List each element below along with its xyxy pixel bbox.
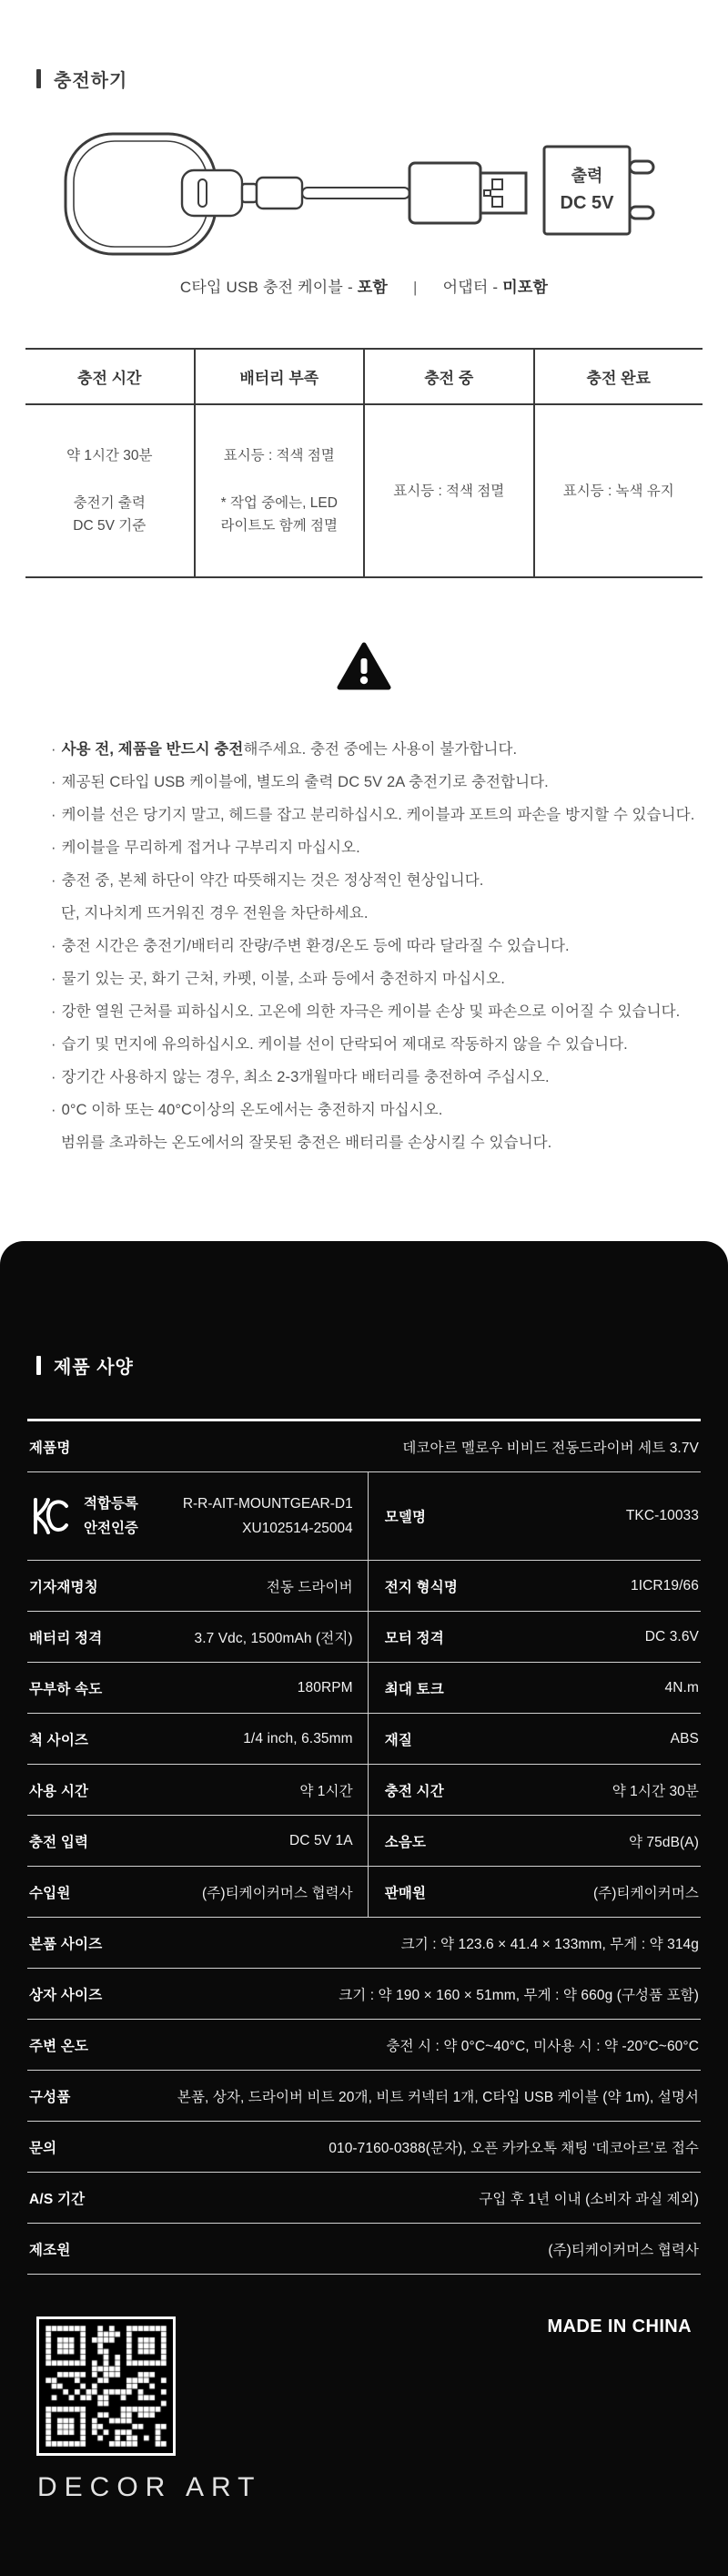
- spec-row: [27, 1867, 701, 1918]
- spec-cell: [27, 1421, 701, 1471]
- caution-text: 케이블 선은 당기지 말고, 헤드를 잡고 분리하십시오. 케이블과 포트의 파손을 방지할 수 있습니다.: [61, 807, 695, 823]
- caption-divider: |: [413, 279, 418, 296]
- caution-bullet: ·: [51, 1003, 56, 1020]
- caution-text: 단, 지나치게 뜨거워진 경우 전원을 차단하세요.: [61, 905, 369, 921]
- spec-label: 충전 시간: [384, 1783, 444, 1799]
- spec-value: 4N.m: [664, 1679, 699, 1695]
- spec-value: 본품, 상자, 드라이버 비트 20개, 비트 커넥터 1개, C타입 USB 케이블 (약 1m), 설명서: [177, 2089, 699, 2105]
- caution-text: 범위를 초과하는 온도에서의 잘못된 충전은 배터리를 손상시킬 수 있습니다.: [61, 1135, 552, 1151]
- spec-cell: [368, 1867, 701, 1917]
- caution-item: [51, 831, 692, 864]
- cell-line: 표시등 : 녹색 유지: [562, 483, 674, 499]
- caution-text: 0°C 이하 또는 40°C이상의 온도에서는 충전하지 마십시오.: [61, 1102, 443, 1118]
- charging-table-cell: [535, 405, 703, 576]
- spec-label: 소음도: [384, 1834, 427, 1850]
- spec-section-title: [36, 1352, 728, 1379]
- caution-item: [51, 733, 692, 766]
- charging-status-table: [25, 348, 703, 578]
- caution-item: [51, 930, 692, 962]
- spec-row: [27, 1918, 701, 1969]
- caution-text: 충전 시간은 충전기/배터리 잔량/주변 환경/온도 등에 따라 달라질 수 있습니다.: [61, 938, 570, 954]
- caution-bullet: ·: [51, 1069, 56, 1085]
- caution-bold-text: 사용 전, 제품을 반드시 충전: [61, 741, 244, 758]
- caption-cable-text: C타입 USB 충전 케이블 -: [179, 279, 358, 296]
- spec-cell: [27, 2224, 701, 2274]
- caution-item: [51, 766, 692, 799]
- spec-label: 문의: [29, 2140, 57, 2156]
- spec-cell-kc: [27, 1472, 368, 1560]
- adapter-output-label: 출력: [571, 167, 603, 185]
- charging-title-text: 충전하기: [54, 71, 128, 91]
- caution-item: [51, 864, 692, 897]
- spec-row: [27, 1714, 701, 1765]
- spec-row: [27, 1969, 701, 2020]
- caution-bullet: ·: [51, 1036, 56, 1053]
- spec-cell: [27, 2122, 701, 2172]
- spec-cell: [27, 1612, 368, 1662]
- spec-value: 크기 : 약 123.6 × 41.4 × 133mm, 무게 : 약 314g: [400, 1936, 699, 1952]
- spec-cell: [368, 1472, 701, 1560]
- caution-text: 해주세요. 충전 중에는 사용이 불가합니다.: [243, 741, 518, 758]
- usb-a-connector: [410, 163, 480, 223]
- spec-cell: [27, 1816, 368, 1866]
- spec-section: [0, 1241, 728, 2576]
- spec-label: 본품 사이즈: [29, 1936, 103, 1952]
- spec-row: [27, 1612, 701, 1663]
- caption-cable-included: 포함: [357, 279, 389, 296]
- caution-item: [51, 1094, 692, 1126]
- spec-value: 데코아르 멜로우 비비드 전동드라이버 세트 3.7V: [402, 1440, 699, 1456]
- charging-table-header-row: [25, 350, 703, 405]
- spec-label: 재질: [384, 1732, 413, 1748]
- cell-line: 표시등 : 적색 점멸: [393, 483, 505, 499]
- spec-label: 상자 사이즈: [29, 1987, 103, 2003]
- spec-value: (주)티케이커머스 협력사: [548, 2242, 699, 2258]
- cell-line: 라이트도 함께 점멸: [220, 518, 338, 534]
- caution-bullet: ·: [51, 741, 56, 758]
- kc-label: 안전인증: [84, 1521, 138, 1536]
- spec-label: 기자재명칭: [29, 1579, 98, 1595]
- spec-label: 모터 정격: [384, 1630, 444, 1646]
- diagram-caption: [0, 274, 728, 297]
- spec-value: (주)티케이커머스: [592, 1885, 699, 1901]
- power-adapter: [544, 147, 630, 234]
- adapter-voltage-label: DC 5V: [560, 193, 614, 213]
- charging-table-body-row: [25, 405, 703, 576]
- caution-item: [51, 1028, 692, 1061]
- charging-cable-illustration: [55, 128, 673, 265]
- spec-value: 약 75dB(A): [628, 1834, 699, 1850]
- spec-value: 약 1시간 30분: [612, 1783, 699, 1799]
- adapter-prong-bottom: [630, 207, 653, 219]
- spec-row: [27, 1663, 701, 1714]
- caution-item: [51, 1061, 692, 1094]
- charging-table-cell: [365, 405, 535, 576]
- spec-cell: [368, 1765, 701, 1815]
- spec-value: TKC-10033: [625, 1508, 699, 1523]
- caution-text: 습기 및 먼지에 유의하십시오. 케이블 선이 단락되어 제대로 작동하지 않을 수 있습니다.: [61, 1036, 628, 1053]
- warning-triangle-icon: [337, 642, 391, 691]
- spec-label: 모델명: [384, 1510, 427, 1525]
- spec-label: 주변 온도: [29, 2038, 89, 2054]
- spec-cell: [368, 1612, 701, 1662]
- brand-logo: DECOR ART: [37, 2472, 262, 2502]
- spec-row: [27, 2224, 701, 2275]
- spec-row: [27, 1561, 701, 1612]
- spec-value: 약 1시간: [299, 1783, 353, 1799]
- caution-bullet: ·: [51, 872, 56, 889]
- charging-table-cell: [25, 405, 196, 576]
- caution-bullet: ·: [51, 774, 56, 790]
- charging-table-header-cell: 배터리 부족: [196, 350, 366, 405]
- kc-certification-block: [29, 1492, 353, 1541]
- caution-text: 충전 중, 본체 하단이 약간 따뜻해지는 것은 정상적인 현상입니다.: [61, 872, 484, 889]
- spec-cell: [368, 1714, 701, 1764]
- caution-bullet: ·: [51, 840, 56, 856]
- caution-text: 케이블을 무리하게 접거나 구부리지 마십시오.: [61, 840, 360, 856]
- charging-table-header-cell: 충전 완료: [535, 350, 703, 405]
- caution-bullet: ·: [51, 1102, 56, 1118]
- caution-item: [51, 995, 692, 1028]
- spec-cell: [27, 1714, 368, 1764]
- spec-cell: [368, 1561, 701, 1611]
- caution-text: 제공된 C타입 USB 케이블에, 별도의 출력 DC 5V 2A 충전기로 충전합니다.: [61, 774, 549, 790]
- caution-text: 장기간 사용하지 않는 경우, 최소 2-3개월마다 배터리를 충전하여 주십시오.: [61, 1069, 550, 1085]
- spec-label: 구성품: [29, 2089, 71, 2105]
- kc-value: XU102514-25004: [242, 1521, 353, 1536]
- spec-cell: [368, 1663, 701, 1713]
- usb-c-plug: [242, 184, 257, 202]
- usb-c-port: [182, 170, 242, 216]
- cable: [302, 188, 410, 199]
- spec-table: [27, 1419, 701, 2275]
- spec-value: 1ICR19/66: [630, 1577, 699, 1593]
- title-bar-decoration: [36, 1356, 41, 1375]
- spec-cell: [27, 2020, 701, 2070]
- qr-code-canvas: [46, 2326, 167, 2447]
- spec-label: 충전 입력: [29, 1834, 89, 1850]
- spec-label: 무부하 속도: [29, 1681, 103, 1697]
- spec-cell: [27, 1918, 701, 1968]
- footer-row: [36, 2316, 692, 2456]
- title-bar-decoration: [36, 69, 41, 88]
- caution-text: 물기 있는 곳, 화기 근처, 카펫, 이불, 소파 등에서 충전하지 마십시오.: [61, 971, 505, 987]
- spec-cell: [27, 2173, 701, 2223]
- spec-label: A/S 기간: [29, 2191, 86, 2207]
- caution-item: [51, 1126, 692, 1159]
- cell-line: * 작업 중에는, LED: [220, 495, 338, 511]
- spec-cell: [27, 1561, 368, 1611]
- spec-cell: [27, 2071, 701, 2121]
- spec-row: [27, 1765, 701, 1816]
- spec-label: 사용 시간: [29, 1783, 89, 1799]
- spec-label: 배터리 정격: [29, 1630, 103, 1646]
- spec-value: 충전 시 : 약 0°C~40°C, 미사용 시 : 약 -20°C~60°C: [386, 2038, 699, 2054]
- kc-labels: [84, 1492, 138, 1541]
- spec-row: [27, 1421, 701, 1472]
- spec-value: 010-7160-0388(문자), 오픈 카카오톡 채팅 ‘데코아르’로 접수: [329, 2140, 699, 2156]
- charging-table-cell: [196, 405, 366, 576]
- caution-bullet: ·: [51, 807, 56, 823]
- kc-certification-icon: [29, 1495, 71, 1537]
- spec-label: 전지 형식명: [384, 1579, 459, 1595]
- spec-label: 제조원: [29, 2242, 71, 2258]
- spec-cell: [368, 1816, 701, 1866]
- caution-item: [51, 962, 692, 995]
- adapter-prong-top: [630, 161, 653, 173]
- spec-row: [27, 2020, 701, 2071]
- caution-bullet: ·: [51, 971, 56, 987]
- caution-bullet: ·: [51, 938, 56, 954]
- spec-value: 전동 드라이버: [266, 1579, 353, 1595]
- cell-line: DC 5V 기준: [73, 518, 147, 534]
- charging-table-header-cell: 충전 중: [365, 350, 535, 405]
- spec-value: 1/4 inch, 6.35mm: [243, 1730, 353, 1746]
- spec-label: 척 사이즈: [29, 1732, 89, 1748]
- spec-cell: [27, 1663, 368, 1713]
- charging-section-title: [36, 66, 728, 92]
- spec-value: DC 5V 1A: [288, 1832, 353, 1848]
- caution-list: [51, 733, 695, 1159]
- made-in-label: MADE IN CHINA: [547, 2316, 692, 2337]
- spec-value: 크기 : 약 190 × 160 × 51mm, 무게 : 약 660g (구성품 포함): [339, 1987, 699, 2003]
- spec-row: [27, 2122, 701, 2173]
- caption-adapter-excluded: 미포함: [502, 279, 549, 296]
- cell-line: 표시등 : 적색 점멸: [223, 448, 335, 463]
- spec-value: 180RPM: [297, 1679, 353, 1695]
- caution-text: 강한 열원 근처를 피하십시오. 고온에 의한 자극은 케이블 손상 및 파손으로 이어질 수 있습니다.: [61, 1003, 681, 1020]
- cell-line: 약 1시간 30분: [66, 448, 153, 463]
- spec-cell: [27, 1765, 368, 1815]
- spec-cell: [27, 1867, 368, 1917]
- spec-row: [27, 2071, 701, 2122]
- spec-value: 구입 후 1년 이내 (소비자 과실 제외): [479, 2191, 699, 2207]
- charging-table-header-cell: 충전 시간: [25, 350, 196, 405]
- kc-value: R-R-AIT-MOUNTGEAR-D1: [182, 1496, 353, 1512]
- spec-row: [27, 1472, 701, 1561]
- spec-label: 판매원: [384, 1885, 427, 1901]
- spec-value: 3.7 Vdc, 1500mAh (전지): [194, 1630, 353, 1646]
- cell-line: 충전기 출력: [73, 495, 146, 511]
- caution-item: [51, 799, 695, 831]
- spec-value: ABS: [670, 1730, 699, 1746]
- qr-code-image: [36, 2316, 176, 2456]
- spec-label: 최대 토크: [384, 1681, 444, 1697]
- spec-label: 수입원: [29, 1885, 71, 1901]
- spec-value: DC 3.6V: [644, 1628, 699, 1644]
- spec-label: 제품명: [29, 1440, 71, 1456]
- caution-item: [51, 897, 692, 930]
- spec-title-text: 제품 사양: [54, 1358, 134, 1378]
- spec-cell: [27, 1969, 701, 2019]
- spec-value: (주)티케이커머스 협력사: [202, 1885, 353, 1901]
- spec-row: [27, 1816, 701, 1867]
- kc-values: [138, 1492, 353, 1541]
- kc-label: 적합등록: [84, 1496, 138, 1512]
- charging-section: [0, 0, 728, 1159]
- caption-adapter-text: 어댑터 -: [442, 279, 503, 296]
- spec-row: [27, 2173, 701, 2224]
